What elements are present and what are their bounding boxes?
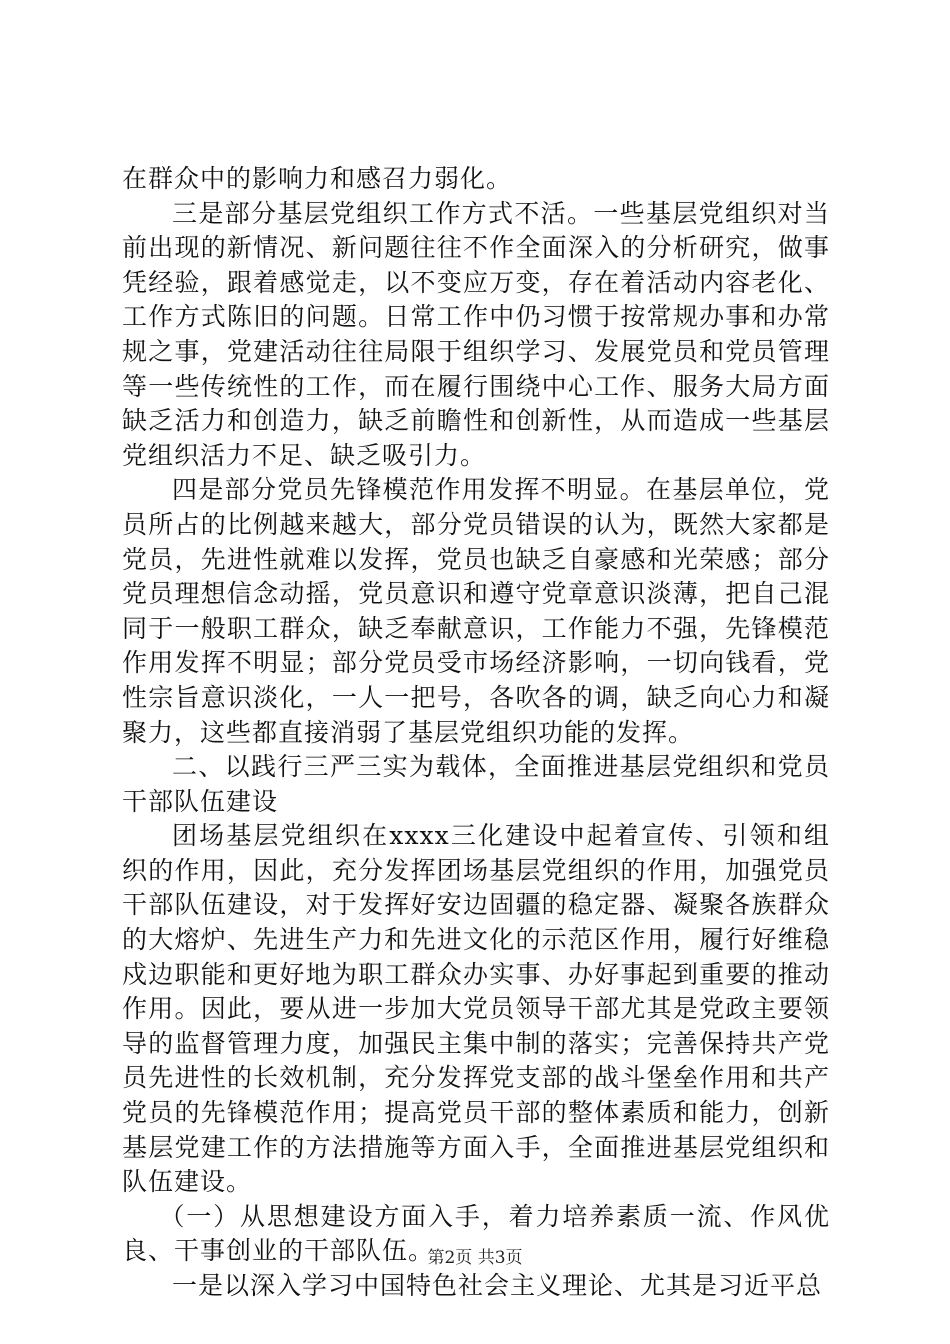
section-heading-two: 二、以践行三严三实为载体，全面推进基层党组织和党员干部队伍建设 bbox=[122, 752, 830, 816]
document-body bbox=[122, 162, 830, 1304]
paragraph-point-three: 三是部分基层党组织工作方式不活。一些基层党组织对当前出现的新情况、新问题往往不作全面深入的分析研究，做事凭经验，跟着感觉走，以不变应万变，存在着活动内容老化、工作方式陈旧的问题。日常工作中仍习惯于按常规办事和办常规之事，党建活动往往局限于组织学习、发展党员和党员管理等一些传统性的工作，而在履行围绕中心工作、服务大局方面缺乏活力和创造力，缺乏前瞻性和创新性，从而造成一些基层党组织活力不足、缺乏吸引力。 bbox=[122, 198, 830, 470]
page-footer: 第2页 共3页 bbox=[427, 1248, 523, 1268]
paragraph-section-body: 团场基层党组织在xxxx三化建设中起着宣传、引领和组织的作用，因此，充分发挥团场基层党组织的作用，加强党员干部队伍建设，对于发挥好安边固疆的稳定器、凝聚各族群众的大熔炉、先进生产力和先进文化的示范区作用，履行好维稳戍边职能和更好地为职工群众办实事、办好事起到重要的推动作用。因此，要从进一步加大党员领导干部尤其是党政主要领导的监督管理力度，加强民主集中制的落实；完善保持共产党员先进性的长效机制，充分发挥党支部的战斗堡垒作用和共产党员的先锋模范作用；提高党员干部的整体素质和能力，创新基层党建工作的方法措施等方面入手，全面推进基层党组织和队伍建设。 bbox=[122, 821, 830, 1197]
paragraph-point-one: 一是以深入学习中国特色社会主义理论、尤其是习近平总 bbox=[172, 1271, 823, 1300]
subsection-heading-one: （一）从思想建设方面入手，着力培养素质一流、作风优良、干事创业的干部队伍。 bbox=[122, 1201, 830, 1266]
paragraph-point-four: 四是部分党员先锋模范作用发挥不明显。在基层单位，党员所占的比例越来越大，部分党员错误的认为，既然大家都是党员，先进性就难以发挥，党员也缺乏自豪感和光荣感；部分党员理想信念动摇，党员意识和遵守党章意识淡薄，把自己混同于一般职工群众，缺乏奉献意识，工作能力不强，先锋模范作用发挥不明显；部分党员受市场经济影响，一切向钱看，党性宗旨意识淡化，一人一把号，各吹各的调，缺乏向心力和凝聚力，这些都直接消弱了基层党组织功能的发挥。 bbox=[122, 475, 830, 747]
paragraph-continuation: 在群众中的影响力和感召力弱化。 bbox=[122, 164, 513, 193]
